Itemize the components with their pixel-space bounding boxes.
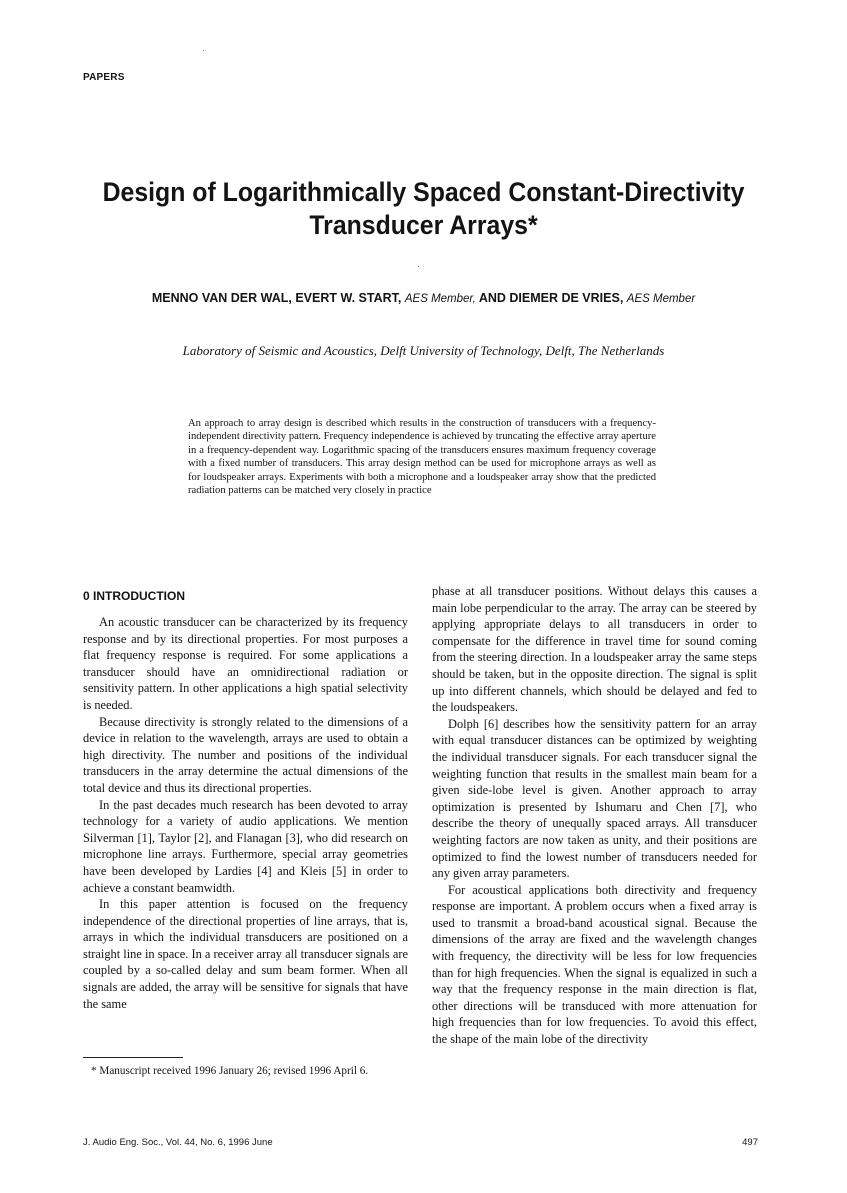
author-list xyxy=(40,291,807,305)
paper-title xyxy=(71,176,777,242)
paragraph: Because directivity is strongly related to the dimensions of a device in relation to the wavelength, arrays are used to obtain a high directivity. The number and positions of the individual transducers in the array determine the actual dimensions of the total device and thus its directional properties. xyxy=(83,714,408,795)
paragraph: For acoustical applications both directivity and frequency response are important. A problem occurs when a fixed array is used to transmit a broad-band acoustical signal. Because the dimensions of the array are fixed and the wavelength changes with frequency, the directivity will be less for low frequencies than for high frequencies. When the signal is equalized in such a way that the frequency response in the main direction is flat, other directions will be transduced with more attenuation for high frequencies than for low frequencies. To avoid this effect, the shape of the main lobe of the directivity xyxy=(432,882,757,1047)
page-number: 497 xyxy=(742,1137,758,1148)
affiliation: Laboratory of Seismic and Acoustics, Delft University of Technology, Delft, The Netherlands xyxy=(182,343,665,358)
footnote-rule xyxy=(83,1057,183,1058)
author-3: AND DIEMER DE VRIES, xyxy=(478,291,624,305)
journal-citation: J. Audio Eng. Soc., Vol. 44, No. 6, 1996 June xyxy=(83,1137,273,1148)
paragraph: In this paper attention is focused on the frequency independence of the directional properties of line arrays, that is, arrays in which the individual transducers are positioned on a straight line in space. In a receiver array all transducer signals are coupled by a so-called delay and sum beam former. When all signals are added, the array will be sensitive for signals that have the same xyxy=(83,897,408,1011)
paragraph: An acoustic transducer can be characterized by its frequency response and by its directional properties. For most purposes a flat frequency response is required. For some applications a transducer should have an omnidirectional radiation or sensitivity pattern. In other applications a high spatial selectivity is needed. xyxy=(83,615,408,712)
footnote: * Manuscript received 1996 January 26; revised 1996 April 6. xyxy=(91,1065,369,1077)
title-line-2: Transducer Arrays* xyxy=(309,210,538,240)
section-heading: 0 INTRODUCTION xyxy=(83,589,185,603)
abstract: An approach to array design is described which results in the construction of transducers with a frequency-independent directivity pattern. Frequency independence is achieved by truncating the effective array aperture in a frequency-dependent way. Logarithmic spacing of the transducers ensures maximum frequency coverage with a fixed number of transducers. This array design method can be used for microphone arrays as well as for loudspeaker arrays. Experiments with both a microphone and a loudspeaker array show that the predicted radiation patterns can be matched very closely in practice xyxy=(188,418,656,497)
section-label: PAPERS xyxy=(83,72,125,83)
author-1: MENNO VAN DER WAL, xyxy=(151,291,292,305)
scan-speck xyxy=(203,50,204,51)
author-2: EVERT W. START, xyxy=(295,291,402,305)
paragraph: phase at all transducer positions. Without delays this causes a main lobe perpendicular to the array. The array can be steered by applying appropriate delays to all transducers in order to compensate for the difference in travel time for sound coming from the steering direction. In a loudspeaker array the same steps should be taken, but in the opposite direction. The signal is split up into different channels, which should be delayed and fed to the loudspeakers. xyxy=(432,584,757,715)
scan-speck xyxy=(418,266,419,267)
right-column xyxy=(432,583,757,1048)
author-3-membership: AES Member xyxy=(626,293,696,305)
author-2-membership: AES Member, xyxy=(404,293,476,305)
paragraph: Dolph [6] describes how the sensitivity pattern for an array with equal transducer distances can be optimized by weighting the individual transducer signals. For each transducer signal the weighting function that results in the smallest main beam for a given side-lobe level is given. Another approach to array optimization is presented by Ishumaru and Chen [7], who describe the theory of unequally spaced arrays. All transducer weighting factors are now taken as unity, and their positions are optimized to find the lowest number of transducers needed for any given array parameters. xyxy=(432,716,757,881)
title-line-1: Design of Logarithmically Spaced Constant-Directivity xyxy=(102,177,745,207)
paragraph: In the past decades much research has been devoted to array technology for a variety of audio applications. We mention Silverman [1], Taylor [2], and Flanagan [3], who did research on microphone line arrays. Furthermore, special array geometries have been developed by Lardies [4] and Kleis [5] in order to achieve a constant beamwidth. xyxy=(83,797,408,895)
left-column xyxy=(83,587,408,1012)
